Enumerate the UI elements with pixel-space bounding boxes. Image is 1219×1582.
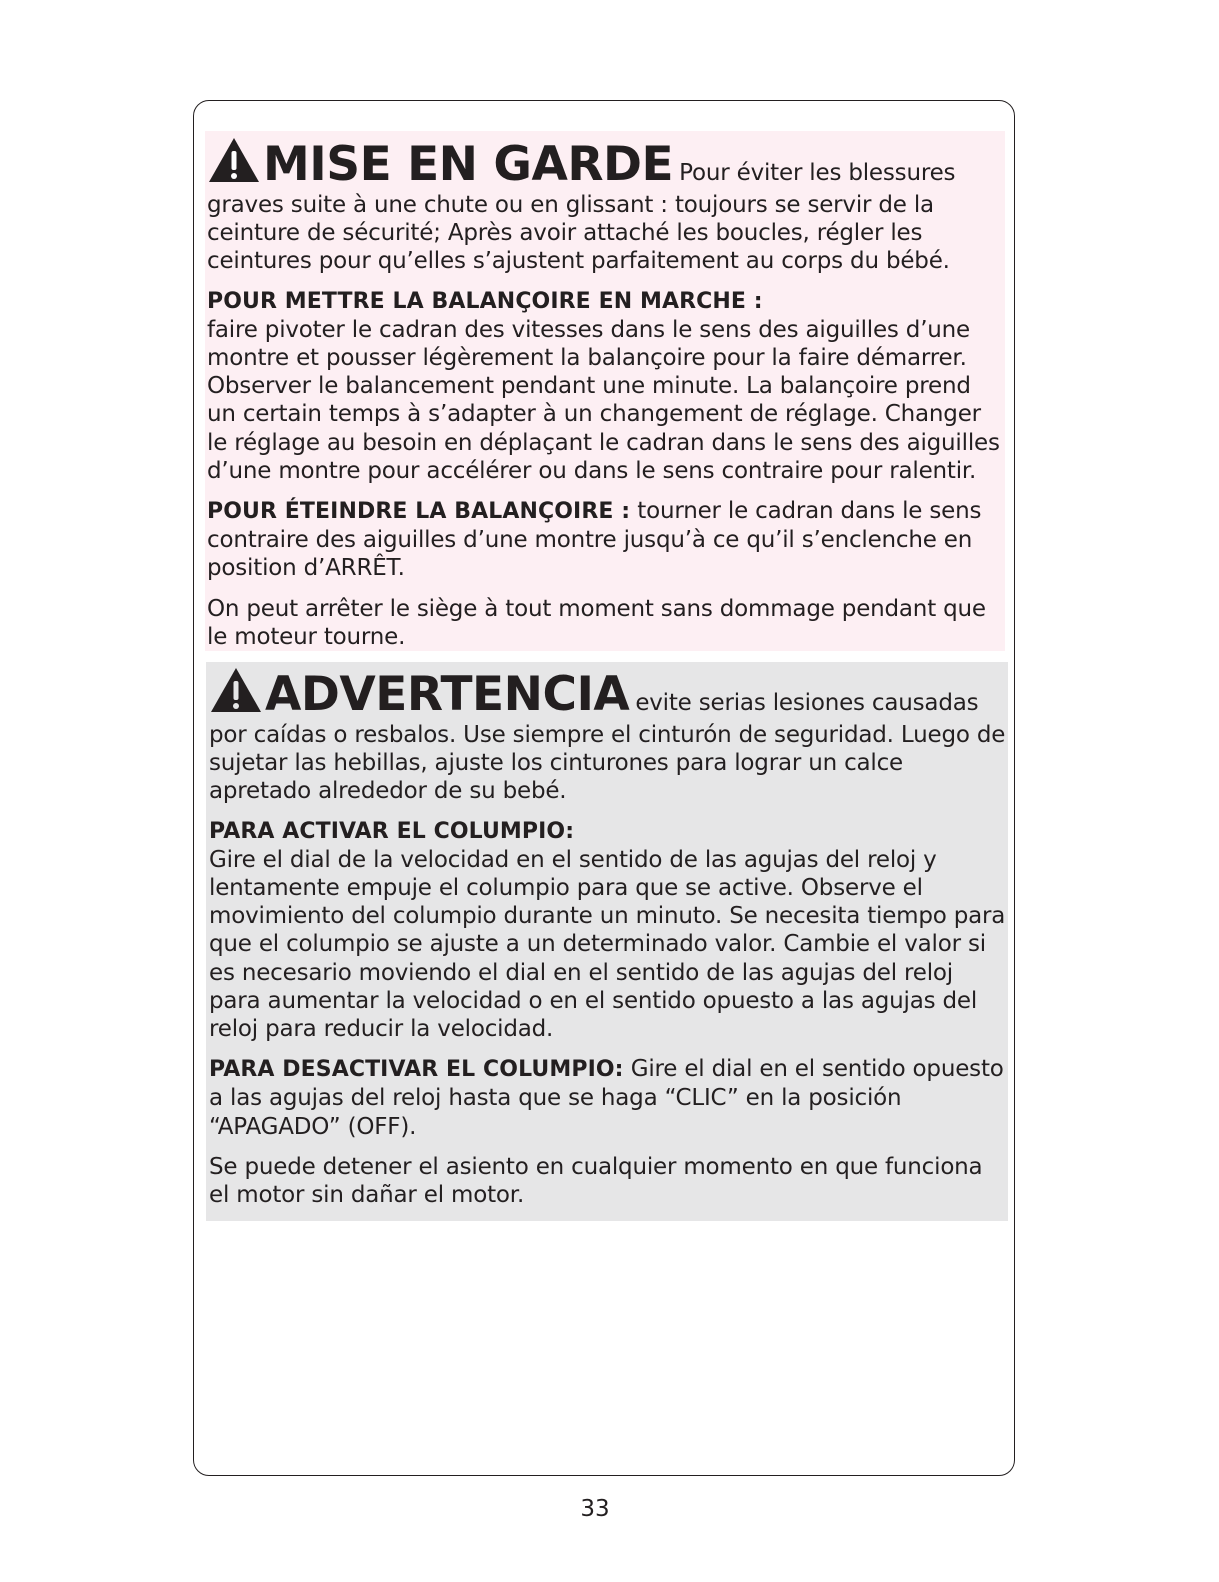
spanish-intro-paragraph	[209, 666, 1008, 806]
french-start-title: POUR METTRE LA BALANÇOIRE EN MARCHE :	[207, 288, 763, 314]
page-number: 33	[580, 1496, 610, 1522]
french-note-paragraph	[207, 595, 1005, 651]
spanish-note-text: Se puede detener el asiento en cualquier momento en que funciona el motor sin dañar el motor.	[209, 1153, 983, 1209]
french-stop-text: tourner le cadran dans le sens contraire des aiguilles d’une montre jusqu’à ce qu’il s’enclenche en position d’ARRÊT.	[207, 498, 982, 582]
french-stop-paragraph	[207, 497, 1005, 583]
french-note-text: On peut arrêter le siège à tout moment sans dommage pendant que le moteur tourne.	[207, 595, 986, 650]
french-start-paragraph	[207, 288, 1005, 485]
spanish-start-paragraph	[209, 818, 1008, 1044]
spanish-warning-section	[206, 662, 1008, 1221]
spanish-stop-text: Gire el dial en el sentido opuesto a las agujas del reloj hasta que se haga “CLIC” en la posición “APAGADO” (OFF).	[209, 1056, 1004, 1140]
spanish-note-paragraph	[209, 1153, 1008, 1209]
french-intro-text: Pour éviter les blessures graves suite à une chute ou en glissant : toujours se servir de la ceinture de sécurité; Après avoir attaché les boucles, régler les ceintures pour qu’elles s’ajustent parfaitement au corps du bébé.	[207, 160, 956, 275]
spanish-start-text: Gire el dial de la velocidad en el sentido de las agujas del reloj y lentamente empuje el columpio para que se active. Observe el movimiento del columpio durante un minuto. Se necesita tiempo para que el columpio se ajuste a un determinado valor. Cambie el valor si es necesario moviendo el dial en el sentido de las agujas del reloj para aumentar la velocidad o en el sentido opuesto a las agujas del reloj para reducir la velocidad.	[209, 846, 1006, 1043]
spanish-stop-title: PARA DESACTIVAR EL COLUMPIO:	[209, 1057, 624, 1083]
french-headline: MISE EN GARDE	[263, 137, 674, 192]
spanish-start-title: PARA ACTIVAR EL COLUMPIO:	[209, 818, 575, 844]
warning-triangle-icon	[207, 136, 261, 184]
french-stop-title: POUR ÉTEINDRE LA BALANÇOIRE :	[207, 499, 631, 525]
french-warning-section	[205, 131, 1005, 651]
spanish-intro-text: evite serias lesiones causadas por caídas o resbalos. Use siempre el cinturón de seguridad. Luego de sujetar las hebillas, ajuste los cinturones para lograr un calce apretado alrededor de su bebé.	[209, 690, 1006, 805]
warning-triangle-icon	[209, 666, 263, 714]
spanish-stop-paragraph	[209, 1055, 1008, 1141]
french-intro-paragraph	[207, 136, 1005, 276]
french-start-text: faire pivoter le cadran des vitesses dans le sens des aiguilles d’une montre et pousser légèrement la balançoire pour la faire démarrer. Observer le balancement pendant une minute. La balançoire prend un certain temps à s’adapter à un changement de réglage. Changer le réglage au besoin en déplaçant le cadran dans le sens des aiguilles d’une montre pour accélérer ou dans le sens contraire pour ralentir.	[207, 316, 1000, 484]
spanish-headline: ADVERTENCIA	[265, 667, 630, 722]
